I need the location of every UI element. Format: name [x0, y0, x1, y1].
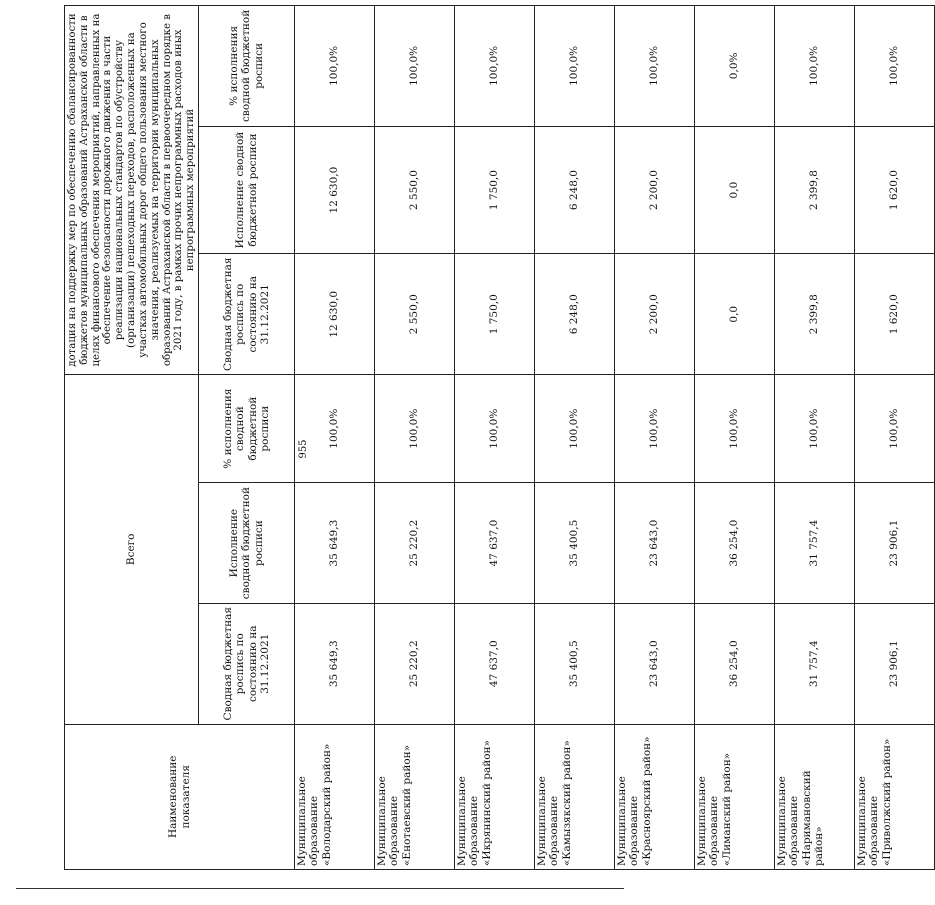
total-exec-cell: 25 220,2: [375, 483, 455, 604]
total-plan-cell: 47 637,0: [455, 603, 535, 724]
total-plan-cell: 31 757,4: [775, 603, 855, 724]
name-column-header: Наименование показателя: [65, 724, 295, 869]
table-row: [295, 6, 375, 870]
table-row: [855, 6, 935, 870]
dotation-pct-cell: 100,0%: [455, 6, 535, 127]
municipality-name-cell: Муниципальное образование «Красноярский район»: [615, 724, 695, 869]
total-pct-cell: 100,0%: [775, 375, 855, 483]
table-row: [615, 6, 695, 870]
total-group-header: Всего: [65, 375, 199, 724]
header-row-top: [65, 6, 199, 870]
dotation-pct-cell: 100,0%: [855, 6, 935, 127]
total-exec-header: Исполнение сводной бюджетной росписи: [199, 483, 295, 604]
dotation-plan-cell: 2 200,0: [615, 254, 695, 375]
municipality-name-cell: Муниципальное образование «Камызякский район»: [535, 724, 615, 869]
dotation-exec-cell: 2 550,0: [375, 126, 455, 254]
municipality-name-cell: Муниципальное образование «Приволжский район»: [855, 724, 935, 869]
total-plan-cell: 35 400,5: [535, 603, 615, 724]
total-plan-cell: 23 643,0: [615, 603, 695, 724]
dotation-group-header: дотация на поддержку мер по обеспечению сбалансированности бюджетов муниципальных образований Астраханской области в целях финансового обеспечения мероприятий, направленных на обеспечение безопасности дорожного движения в части реализации национальных стандартов по обустройству (организации) пешеходных переходов, расположенных на участках автомобильных дорог общего пользования местного значения, реализуемых на территории муниципальных образований Астраханской области в первоочередном порядке в 2021 году, в рамках прочих непрограммных расходов иных непрограммных мероприятий: [65, 6, 199, 375]
total-pct-cell: 100,0%: [455, 375, 535, 483]
table-row: [695, 6, 775, 870]
dotation-pct-header: % исполнения сводной бюджетной росписи: [199, 6, 295, 127]
total-exec-cell: 36 254,0: [695, 483, 775, 604]
dotation-pct-cell: 0,0%: [695, 6, 775, 127]
dotation-exec-cell: 2 200,0: [615, 126, 695, 254]
page-bottom-rule: [16, 888, 624, 889]
total-plan-cell: 25 220,2: [375, 603, 455, 724]
table-row: [375, 6, 455, 870]
total-exec-cell: 23 643,0: [615, 483, 695, 604]
total-exec-cell: 31 757,4: [775, 483, 855, 604]
dotation-exec-header: Исполнение сводной бюджетной росписи: [199, 126, 295, 254]
municipality-name-cell: Муниципальное образование «Енотаевский район»: [375, 724, 455, 869]
dotation-pct-cell: 100,0%: [535, 6, 615, 127]
dotation-plan-cell: 12 630,0: [295, 254, 375, 375]
total-plan-header: Сводная бюджетная роспись по состоянию на 31.12.2021: [199, 603, 295, 724]
table-row: [455, 6, 535, 870]
total-exec-cell: 35 649,3: [295, 483, 375, 604]
dotation-plan-cell: 1 750,0: [455, 254, 535, 375]
dotation-exec-cell: 1 750,0: [455, 126, 535, 254]
table-body: [295, 6, 935, 870]
dotation-exec-cell: 2 399,8: [775, 126, 855, 254]
dotation-exec-cell: 0,0: [695, 126, 775, 254]
municipality-name-cell: Муниципальное образование «Лиманский район»: [695, 724, 775, 869]
total-pct-cell: 100,0%: [615, 375, 695, 483]
municipality-name-cell: Муниципальное образование «Наримановский район»: [775, 724, 855, 869]
dotation-plan-cell: 0,0: [695, 254, 775, 375]
total-plan-cell: 23 906,1: [855, 603, 935, 724]
total-pct-cell: 100,0%: [375, 375, 455, 483]
dotation-exec-cell: 1 620,0: [855, 126, 935, 254]
municipality-name-cell: Муниципальное образование «Володарский район»: [295, 724, 375, 869]
total-pct-header: % исполнения сводной бюджетной росписи: [199, 375, 295, 483]
dotation-exec-cell: 12 630,0: [295, 126, 375, 254]
dotation-exec-cell: 6 248,0: [535, 126, 615, 254]
total-pct-cell: 100,0%: [695, 375, 775, 483]
dotation-plan-cell: 6 248,0: [535, 254, 615, 375]
dotation-pct-cell: 100,0%: [775, 6, 855, 127]
budget-execution-table: [64, 5, 935, 870]
total-exec-cell: 23 906,1: [855, 483, 935, 604]
total-plan-cell: 36 254,0: [695, 603, 775, 724]
dotation-plan-cell: 2 550,0: [375, 254, 455, 375]
dotation-plan-cell: 2 399,8: [775, 254, 855, 375]
total-pct-cell: 100,0%: [855, 375, 935, 483]
total-pct-cell: 100,0%: [295, 375, 375, 483]
dotation-pct-cell: 100,0%: [375, 6, 455, 127]
dotation-pct-cell: 100,0%: [295, 6, 375, 127]
municipality-name-cell: Муниципальное образование «Икрянинский район»: [455, 724, 535, 869]
dotation-pct-cell: 100,0%: [615, 6, 695, 127]
page-number: 955: [298, 439, 309, 459]
total-plan-cell: 35 649,3: [295, 603, 375, 724]
table-row: [535, 6, 615, 870]
total-exec-cell: 47 637,0: [455, 483, 535, 604]
table-row: [775, 6, 855, 870]
dotation-plan-header: Сводная бюджетная роспись по состоянию на 31.12.2021: [199, 254, 295, 375]
table-rotated-container: [64, 5, 901, 870]
total-pct-cell: 100,0%: [535, 375, 615, 483]
dotation-plan-cell: 1 620,0: [855, 254, 935, 375]
total-exec-cell: 35 400,5: [535, 483, 615, 604]
